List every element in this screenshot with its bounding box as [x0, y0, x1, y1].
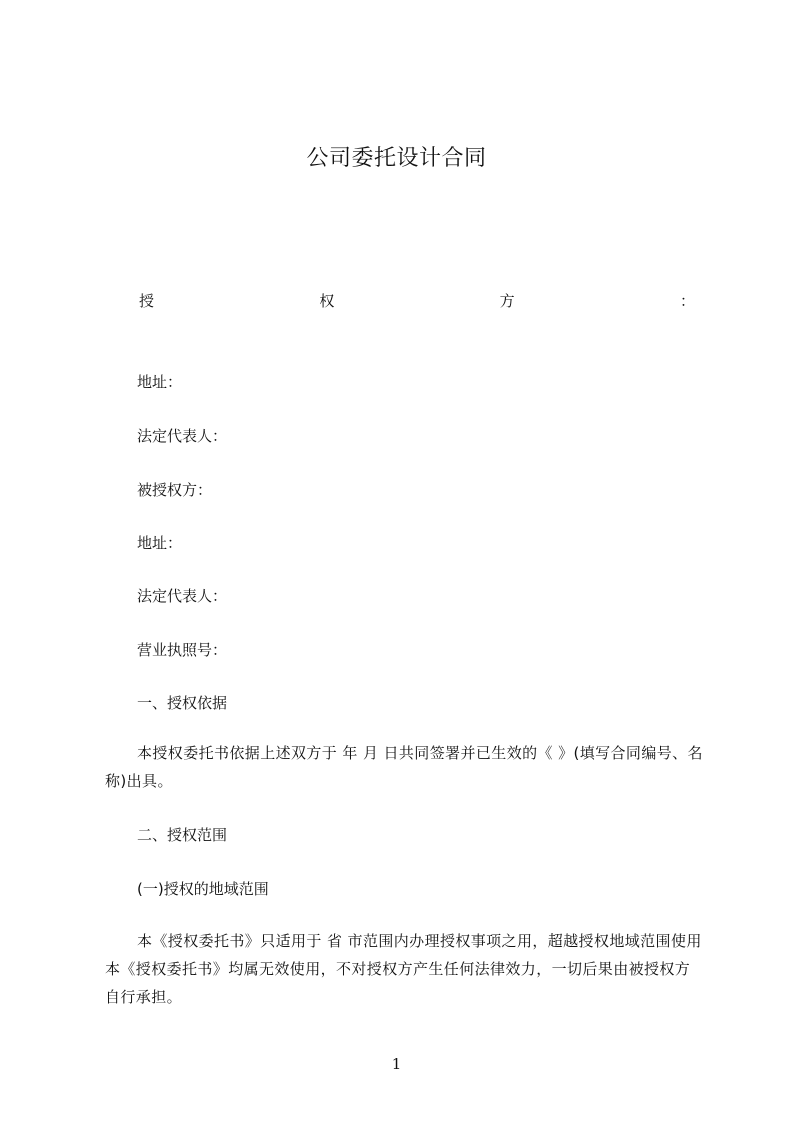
grantor-label-char: 权 — [319, 292, 335, 310]
business-license-field: 营业执照号： — [137, 641, 228, 659]
section2-sub1-body — [105, 927, 705, 1011]
grantee-legal-rep-field: 法定代表人： — [137, 587, 228, 605]
document-title: 公司委托设计合同 — [306, 146, 487, 171]
section2-sub1-body-text: 本《授权委托书》只适用于 省 市范围内办理授权事项之用，超越授权地域范围使用本《授权委托书》均属无效使用，不对授权方产生任何法律效力，一切后果由被授权方自行承担。 — [105, 932, 702, 1006]
grantor-label-char: 授 — [139, 292, 155, 310]
grantor-label — [139, 290, 695, 311]
grantor-legal-rep-field: 法定代表人： — [137, 427, 228, 445]
section2-heading: 二、授权范围 — [137, 826, 228, 844]
grantee-address-field: 地址： — [137, 534, 183, 552]
section1-heading: 一、授权依据 — [137, 694, 228, 712]
grantee-field: 被授权方： — [137, 481, 213, 499]
section1-body-text: 本授权委托书依据上述双方于 年 月 日共同签署并已生效的《 》(填写合同编号、名称)出具。 — [105, 744, 703, 790]
page-number: 1 — [391, 1055, 402, 1073]
grantor-label-char: ： — [679, 292, 695, 310]
grantor-label-char: 方 — [499, 292, 515, 310]
section1-body — [105, 739, 705, 795]
grantor-address-field: 地址： — [137, 373, 183, 391]
section2-sub1-heading: (一)授权的地域范围 — [137, 880, 269, 898]
